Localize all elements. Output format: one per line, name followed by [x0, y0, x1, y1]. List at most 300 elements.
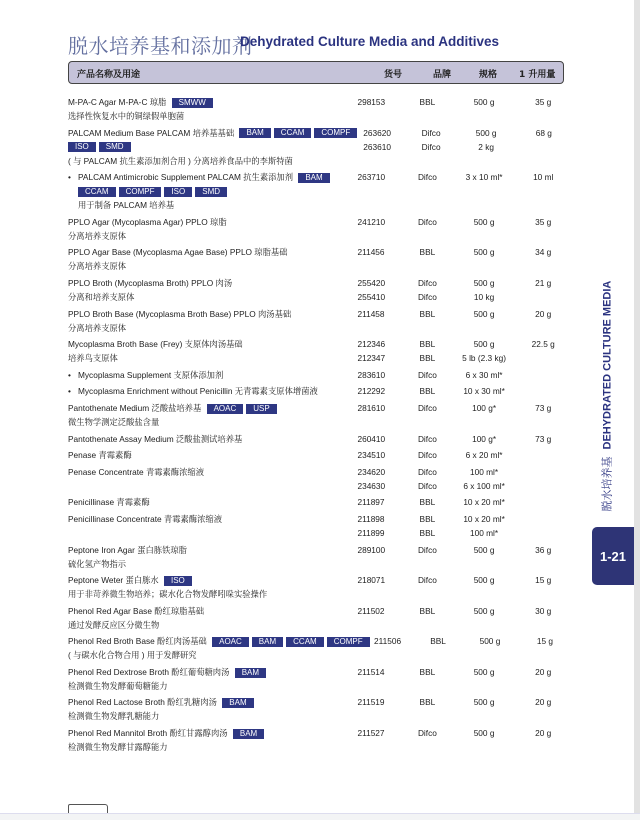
catalog-number-column [351, 726, 399, 754]
product-name: Peptone Weter 蛋白胨水 [68, 575, 159, 586]
table-row [68, 384, 564, 398]
package-size: 500 g [473, 216, 495, 227]
package-size: 500 g [473, 605, 495, 616]
product-name: PPLO Broth (Mycoplasma Broth) PPLO 肉汤 [68, 277, 233, 288]
scrollbar[interactable] [634, 0, 640, 820]
table-row [68, 126, 564, 168]
product-description: ( 与碳水化合物合用 ) 用于发酵研究 [68, 650, 197, 661]
product-line [68, 154, 357, 168]
amount-per-liter-column [522, 604, 564, 632]
catalog-number: 234630 [357, 480, 386, 491]
package-size: 500 g [473, 544, 495, 555]
package-size-column [456, 665, 513, 693]
brand-column [399, 695, 456, 723]
brand-column [399, 448, 456, 462]
brand-column [399, 245, 456, 273]
product-line [68, 109, 351, 123]
amount-per-liter [522, 526, 564, 540]
product-description: 检测微生物发酵乳糖能力 [68, 711, 160, 722]
table-row [68, 726, 564, 754]
amount-per-liter: 22.5 g [531, 339, 555, 350]
table-row [68, 448, 564, 462]
table-row [68, 604, 564, 632]
package-size: 5 lb (2.3 kg) [462, 353, 506, 364]
bullet-icon: • [68, 386, 71, 397]
amount-per-liter: 35 g [535, 97, 552, 107]
standard-badge: ISO [164, 187, 192, 197]
amount-per-liter [522, 290, 564, 304]
page-title-zh: 脱水培养基和添加剂 [68, 34, 253, 58]
package-size: 500 g [473, 339, 495, 350]
catalog-number-column [351, 384, 399, 398]
table-row [68, 495, 564, 509]
amount-per-liter-column [522, 245, 564, 273]
package-size: 10 x 20 ml* [463, 513, 505, 524]
standard-badge: COMPF [327, 637, 370, 647]
product-cell [68, 695, 351, 723]
package-size-column [456, 337, 513, 365]
product-line [68, 665, 351, 679]
product-description: ( 与 PALCAM 抗生素添加剂合用 ) 分离培养食品中的李斯特菌 [68, 155, 293, 166]
product-name: Phenol Red Mannitol Broth 酚红甘露醇肉汤 [68, 728, 228, 739]
amount-per-liter-column [522, 665, 564, 693]
brand: Difco [417, 277, 437, 288]
catalog-number-column [351, 604, 399, 632]
amount-per-liter [522, 351, 564, 365]
brand: Difco [417, 433, 437, 444]
standard-badge: BAM [222, 698, 253, 708]
brand: Difco [417, 402, 437, 413]
amount-per-liter: 36 g [535, 544, 552, 555]
amount-per-liter-column [522, 384, 564, 398]
product-line [68, 95, 351, 109]
table-row [68, 543, 564, 571]
amount-per-liter-column [522, 495, 564, 509]
product-name: Phenol Red Dextrose Broth 酚红葡萄糖肉汤 [68, 666, 230, 677]
amount-per-liter: 30 g [535, 605, 552, 616]
product-cell [68, 512, 351, 540]
catalog-number-column [351, 665, 399, 693]
catalog-number-column [351, 432, 399, 446]
amount-per-liter-column [522, 448, 564, 462]
package-size-column [456, 543, 513, 571]
standard-badge: BAM [235, 668, 266, 678]
brand: Difco [417, 172, 437, 183]
product-line [68, 140, 357, 154]
product-description: 分离培养支原体 [68, 230, 127, 241]
brand-column [399, 401, 456, 429]
amount-per-liter: 20 g [535, 666, 552, 677]
brand: Difco [421, 127, 441, 138]
standard-badge: SMWW [172, 98, 213, 108]
brand-column [399, 95, 456, 123]
catalog-number: 211514 [357, 666, 385, 677]
amount-per-liter-column [522, 215, 564, 243]
catalog-number: 260410 [357, 433, 386, 444]
product-name: PPLO Agar Base (Mycoplasma Agae Base) PPLO 琼脂基础 [68, 247, 288, 258]
catalog-number: 234620 [357, 466, 386, 477]
brand: BBL [419, 666, 436, 677]
catalog-number: 281610 [357, 402, 386, 413]
catalog-number: 234510 [357, 450, 386, 461]
product-line [68, 259, 351, 273]
product-line [68, 618, 351, 632]
brand: BBL [419, 497, 436, 508]
product-name: Pantothenate Medium 泛酸盐培养基 [68, 402, 202, 413]
brand: BBL [419, 247, 436, 258]
package-size: 500 g [475, 127, 497, 138]
brand: BBL [419, 697, 436, 708]
package-size: 6 x 100 ml* [463, 480, 505, 491]
product-line [68, 557, 351, 571]
package-size-column [456, 245, 513, 273]
product-name: M-PA-C Agar M-PA-C 琼脂 [68, 97, 167, 107]
product-cell [68, 665, 351, 693]
brand-column [399, 384, 456, 398]
package-size-column [456, 512, 513, 540]
amount-per-liter [522, 368, 564, 382]
product-line [68, 465, 351, 479]
page-number-tab: 1-21 [592, 527, 634, 585]
product-name: PPLO Broth Base (Mycoplasma Broth Base) PPLO 肉汤基础 [68, 308, 292, 319]
catalog-number: 211456 [357, 247, 385, 258]
amount-per-liter [522, 384, 564, 398]
package-size-column [456, 384, 513, 398]
amount-per-liter [522, 465, 564, 479]
table-row [68, 215, 564, 243]
product-line [68, 307, 351, 321]
brand: Difco [417, 575, 437, 586]
package-size: 6 x 30 ml* [465, 369, 503, 380]
table-row [68, 245, 564, 273]
package-size: 500 g [473, 666, 495, 677]
brand: Difco [417, 728, 437, 739]
product-line [68, 512, 351, 526]
catalog-number-column [351, 543, 399, 571]
package-size-column [456, 307, 513, 335]
bottom-bar [0, 813, 640, 820]
product-name: Mycoplasma Supplement 支原体添加剂 [78, 369, 224, 380]
standard-badge: BAM [239, 128, 270, 138]
catalog-number-column [351, 465, 399, 493]
header-size: 规格 [479, 70, 498, 80]
amount-per-liter [522, 479, 564, 493]
catalog-number: 212346 [357, 339, 386, 350]
catalog-number-column [351, 512, 399, 540]
product-name: Penicillinase Concentrate 青霉素酶浓缩液 [68, 513, 223, 524]
catalog-number: 218071 [357, 575, 386, 586]
catalog-number-column [351, 695, 399, 723]
standard-badge: SMD [99, 142, 131, 152]
amount-per-liter-column [524, 126, 564, 168]
package-size-column [456, 170, 513, 212]
brand-column [399, 495, 456, 509]
package-size: 100 g* [472, 402, 497, 413]
product-description: 分离培养支原体 [68, 322, 127, 333]
catalog-number: 283610 [357, 369, 386, 380]
catalog-number-column [351, 368, 399, 382]
product-line [68, 448, 351, 462]
product-cell [68, 245, 351, 273]
product-line [68, 384, 351, 398]
standard-badge: CCAM [274, 128, 312, 138]
amount-per-liter: 15 g [535, 575, 552, 586]
package-size: 10 x 30 ml* [463, 386, 505, 397]
product-cell [68, 495, 351, 509]
catalog-number-column [351, 307, 399, 335]
product-line [68, 229, 351, 243]
table-row [68, 170, 564, 212]
package-size: 3 x 10 ml* [465, 172, 503, 183]
package-size-column [456, 573, 513, 601]
brand-column [399, 512, 456, 540]
product-name: Penase Concentrate 青霉素酶浓缩液 [68, 466, 205, 477]
catalog-number: 211527 [357, 728, 385, 739]
package-size-column [456, 495, 513, 509]
package-size: 100 ml* [470, 527, 499, 538]
brand: Difco [417, 216, 437, 227]
catalog-number: 211458 [357, 308, 385, 319]
catalog-number: 211506 [374, 636, 402, 647]
product-cell [68, 307, 351, 335]
amount-per-liter-column [522, 726, 564, 754]
header-product: 产品名称及用途 [77, 70, 141, 80]
product-line [68, 337, 351, 351]
standard-badge: BAM [252, 637, 283, 647]
brand-column [399, 543, 456, 571]
amount-per-liter [522, 512, 564, 526]
amount-per-liter-column [522, 276, 564, 304]
catalog-number: 211899 [357, 527, 385, 538]
product-line [68, 401, 351, 415]
brand-column [399, 276, 456, 304]
product-cell [68, 95, 351, 123]
product-description: 微生物学测定泛酸盐含量 [68, 416, 160, 427]
product-line [68, 679, 351, 693]
header-amount: 1 升用量 [519, 70, 556, 80]
amount-per-liter: 73 g [535, 402, 552, 413]
product-name: Phenol Red Agar Base 酚红琼脂基础 [68, 605, 205, 616]
standard-badge: CCAM [286, 637, 324, 647]
catalog-number: 263710 [357, 172, 386, 183]
standard-badge: BAM [298, 173, 329, 183]
amount-per-liter-column [526, 634, 564, 662]
standard-badge: CCAM [78, 187, 116, 197]
product-table [68, 95, 564, 757]
table-row [68, 95, 564, 123]
product-name: Pantothenate Assay Medium 泛酸盐测试培养基 [68, 433, 243, 444]
product-line [68, 245, 351, 259]
product-description: 选择性恢复水中的铜绿假单胞菌 [68, 111, 185, 121]
package-size: 6 x 20 ml* [465, 450, 503, 461]
standard-badge: USP [246, 404, 276, 414]
amount-per-liter-column [522, 170, 564, 212]
brand: BBL [419, 513, 436, 524]
brand-column [399, 726, 456, 754]
product-cell [68, 401, 351, 429]
catalog-number-column [351, 337, 399, 365]
product-line [68, 634, 368, 648]
amount-per-liter: 34 g [535, 247, 552, 258]
product-name: Peptone Iron Agar 蛋白胨铁琼脂 [68, 544, 187, 555]
package-size-column [456, 95, 513, 123]
product-cell [68, 604, 351, 632]
catalog-number: 211897 [357, 497, 385, 508]
catalog-number: 211502 [357, 605, 385, 616]
catalog-number-column [351, 495, 399, 509]
amount-per-liter: 20 g [535, 308, 552, 319]
catalog-number-column [351, 215, 399, 243]
package-size-column [459, 126, 514, 168]
brand-column [399, 604, 456, 632]
catalog-number: 212292 [357, 386, 386, 397]
brand: BBL [419, 353, 436, 364]
brand-column [399, 573, 456, 601]
catalog-number: 211898 [357, 513, 385, 524]
product-description: 分离培养支原体 [68, 261, 127, 272]
catalog-number: 263610 [363, 141, 391, 152]
table-row [68, 695, 564, 723]
brand: Difco [421, 141, 441, 152]
table-row [68, 432, 564, 446]
package-size-column [456, 465, 513, 493]
table-row [68, 307, 564, 335]
product-line [68, 351, 351, 365]
brand-column [404, 126, 459, 168]
product-name: PALCAM Medium Base PALCAM 培养基基础 [68, 127, 235, 138]
product-cell [68, 432, 351, 446]
product-name: PPLO Agar (Mycoplasma Agar) PPLO 琼脂 [68, 216, 227, 227]
product-cell [68, 368, 351, 382]
catalog-number: 289100 [357, 544, 386, 555]
amount-per-liter: 20 g [535, 728, 552, 739]
header-code: 货号 [384, 70, 403, 80]
product-name: Mycoplasma Enrichment without Penicillin 无青霉素支原体增菌液 [78, 386, 318, 397]
catalog-number: 298153 [357, 97, 386, 107]
amount-per-liter: 73 g [535, 433, 552, 444]
product-line [68, 587, 351, 601]
product-description: 检测微生物发酵葡萄糖能力 [68, 680, 168, 691]
standard-badge: ISO [68, 142, 96, 152]
product-cell [68, 126, 357, 168]
package-size: 500 g [473, 697, 495, 708]
amount-per-liter-column [522, 95, 564, 123]
brand-column [399, 337, 456, 365]
standard-badge: SMD [195, 187, 227, 197]
amount-per-liter [522, 448, 564, 462]
catalog-number-column [351, 170, 399, 212]
product-cell [68, 726, 351, 754]
package-size: 10 x 20 ml* [463, 497, 505, 508]
product-line [68, 198, 351, 212]
brand: Difco [417, 450, 437, 461]
product-name: Penase 青霉素酶 [68, 450, 132, 461]
product-line [68, 170, 351, 184]
amount-per-liter-column [522, 543, 564, 571]
amount-per-liter: 10 ml [533, 172, 554, 183]
amount-per-liter-column [522, 573, 564, 601]
table-row [68, 276, 564, 304]
amount-per-liter: 21 g [535, 277, 552, 288]
package-size-column [456, 215, 513, 243]
amount-per-liter [522, 495, 564, 509]
product-line [68, 526, 351, 540]
package-size-column [456, 726, 513, 754]
table-row [68, 465, 564, 493]
catalog-number: 211519 [357, 697, 385, 708]
product-line [68, 479, 351, 493]
bullet-icon: • [68, 369, 71, 380]
catalog-number-column [351, 245, 399, 273]
brand: BBL [419, 339, 436, 350]
catalog-number: 255410 [357, 291, 386, 302]
amount-per-liter [524, 140, 564, 154]
catalog-number-column [351, 401, 399, 429]
catalog-number: 212347 [357, 353, 386, 364]
table-row [68, 368, 564, 382]
standard-badge: BAM [233, 729, 264, 739]
product-description: 培养鸟支原体 [68, 353, 118, 364]
amount-per-liter-column [522, 695, 564, 723]
product-line [68, 184, 351, 198]
package-size-column [456, 695, 513, 723]
catalog-number-column [351, 448, 399, 462]
catalog-number: 255420 [357, 277, 386, 288]
product-cell [68, 215, 351, 243]
brand-column [399, 170, 456, 212]
package-size: 100 ml* [470, 466, 499, 477]
product-line [68, 126, 357, 140]
product-cell [68, 634, 368, 662]
bullet-icon: • [68, 172, 71, 183]
standard-badge: ISO [164, 576, 192, 586]
amount-per-liter-column [522, 432, 564, 446]
package-size-column [456, 276, 513, 304]
product-cell [68, 170, 351, 212]
product-line [68, 740, 351, 754]
product-line [68, 604, 351, 618]
product-description: 用于非苛养微生物培养；碳水化合物发酵吲哚实验操作 [68, 589, 268, 600]
brand: Difco [417, 544, 437, 555]
package-size: 2 kg [478, 141, 494, 152]
product-description: 分离和培养支原体 [68, 291, 135, 302]
product-cell [68, 543, 351, 571]
table-row [68, 665, 564, 693]
package-size: 500 g [473, 97, 495, 107]
brand-column [399, 465, 456, 493]
product-cell [68, 448, 351, 462]
package-size: 500 g [473, 277, 495, 288]
product-line [68, 215, 351, 229]
package-size: 500 g [473, 247, 495, 258]
table-header [68, 61, 564, 84]
amount-per-liter-column [522, 368, 564, 382]
package-size: 500 g [473, 308, 495, 319]
product-line [68, 709, 351, 723]
package-size-column [456, 448, 513, 462]
package-size: 500 g [473, 575, 495, 586]
package-size: 500 g [473, 728, 495, 739]
package-size-column [456, 604, 513, 632]
product-cell [68, 573, 351, 601]
product-name: Mycoplasma Broth Base (Frey) 支原体肉汤基础 [68, 339, 243, 350]
product-description: 通过发酵反应区分微生物 [68, 619, 160, 630]
brand-column [399, 368, 456, 382]
side-label-en: DEHYDRATED CULTURE MEDIA [601, 280, 614, 450]
brand: BBL [419, 386, 436, 397]
amount-per-liter-column [522, 337, 564, 365]
brand: BBL [419, 97, 436, 107]
